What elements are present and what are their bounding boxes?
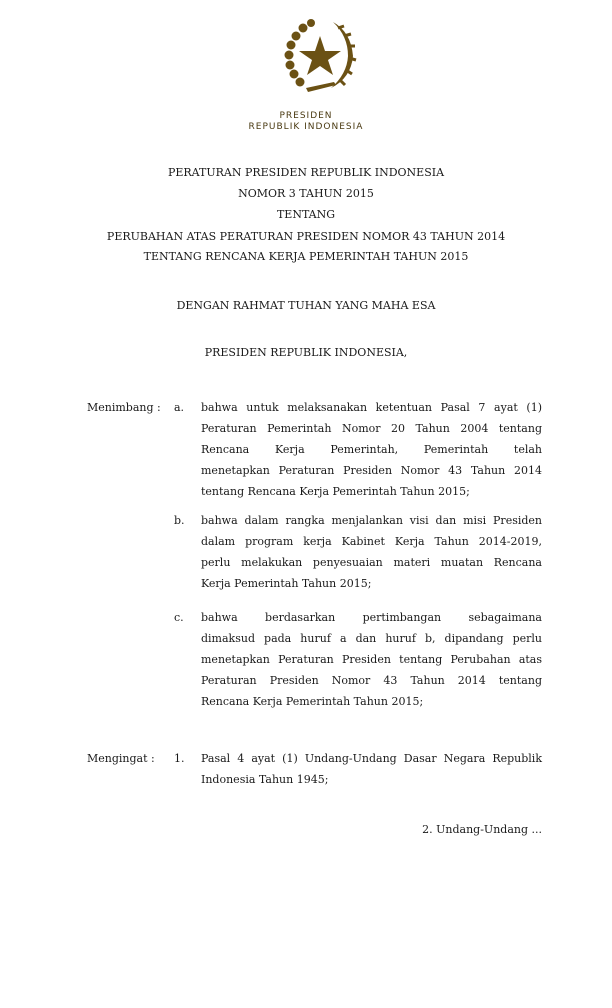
page-continuation: 2. Undang-Undang ... — [422, 823, 542, 836]
text-line: perlu melakukan penyesuaian materi muatan Rencana — [201, 556, 542, 569]
text-line: menetapkan Peraturan Presiden Nomor 43 Tahun 2014 — [201, 464, 542, 477]
item-marker: a. — [174, 401, 185, 414]
regulation-tentang: TENTANG — [276, 208, 336, 221]
text-line: Rencana Kerja Pemerintah, Pemerintah telah — [201, 443, 542, 456]
mengingat-label: Mengingat : — [87, 752, 155, 765]
regulation-subject-2: TENTANG RENCANA KERJA PEMERINTAH TAHUN 2015 — [143, 250, 469, 263]
item-marker: 1. — [174, 752, 185, 765]
issuer: PRESIDEN REPUBLIK INDONESIA, — [204, 346, 408, 359]
text-line: menetapkan Peraturan Presiden tentang Perubahan atas — [201, 653, 542, 666]
text-line: Pasal 4 ayat (1) Undang-Undang Dasar Negara Republik — [201, 752, 542, 765]
text-line: Rencana Kerja Pemerintah Tahun 2015; — [201, 695, 424, 708]
text-line: dimaksud pada huruf a dan huruf b, dipandang perlu — [201, 632, 542, 645]
text-line: Peraturan Pemerintah Nomor 20 Tahun 2004 tentang — [201, 422, 542, 435]
menimbang-label: Menimbang : — [87, 401, 161, 414]
text-line: tentang Rencana Kerja Pemerintah Tahun 2015; — [201, 485, 470, 498]
menimbang-item-b — [201, 514, 542, 598]
text-line: bahwa berdasarkan pertimbangan sebagaimana — [201, 611, 542, 624]
letterhead-presiden: PRESIDEN — [279, 111, 333, 121]
regulation-subject: PERUBAHAN ATAS PERATURAN PRESIDEN NOMOR 43 TAHUN 2014 — [106, 230, 506, 243]
regulation-title: PERATURAN PRESIDEN REPUBLIK INDONESIA — [167, 166, 445, 179]
item-marker: b. — [174, 514, 185, 527]
text-line: dalam program kerja Kabinet Kerja Tahun 2014-2019, — [201, 535, 542, 548]
letterhead-republik-indonesia: REPUBLIK INDONESIA — [248, 122, 364, 132]
mengingat-item-1 — [201, 752, 542, 794]
text-line: bahwa dalam rangka menjalankan visi dan misi Presiden — [201, 514, 542, 527]
text-line: Peraturan Presiden Nomor 43 Tahun 2014 tentang — [201, 674, 542, 687]
preamble: DENGAN RAHMAT TUHAN YANG MAHA ESA — [176, 299, 436, 312]
text-line: Indonesia Tahun 1945; — [201, 773, 329, 786]
item-marker: c. — [174, 611, 184, 624]
text-line: bahwa untuk melaksanakan ketentuan Pasal 7 ayat (1) — [201, 401, 542, 414]
menimbang-item-a — [201, 401, 542, 506]
regulation-number: NOMOR 3 TAHUN 2015 — [238, 187, 374, 200]
menimbang-item-c — [201, 611, 542, 716]
text-line: Kerja Pemerintah Tahun 2015; — [201, 577, 372, 590]
garuda-presidential-emblem-icon — [278, 14, 362, 98]
